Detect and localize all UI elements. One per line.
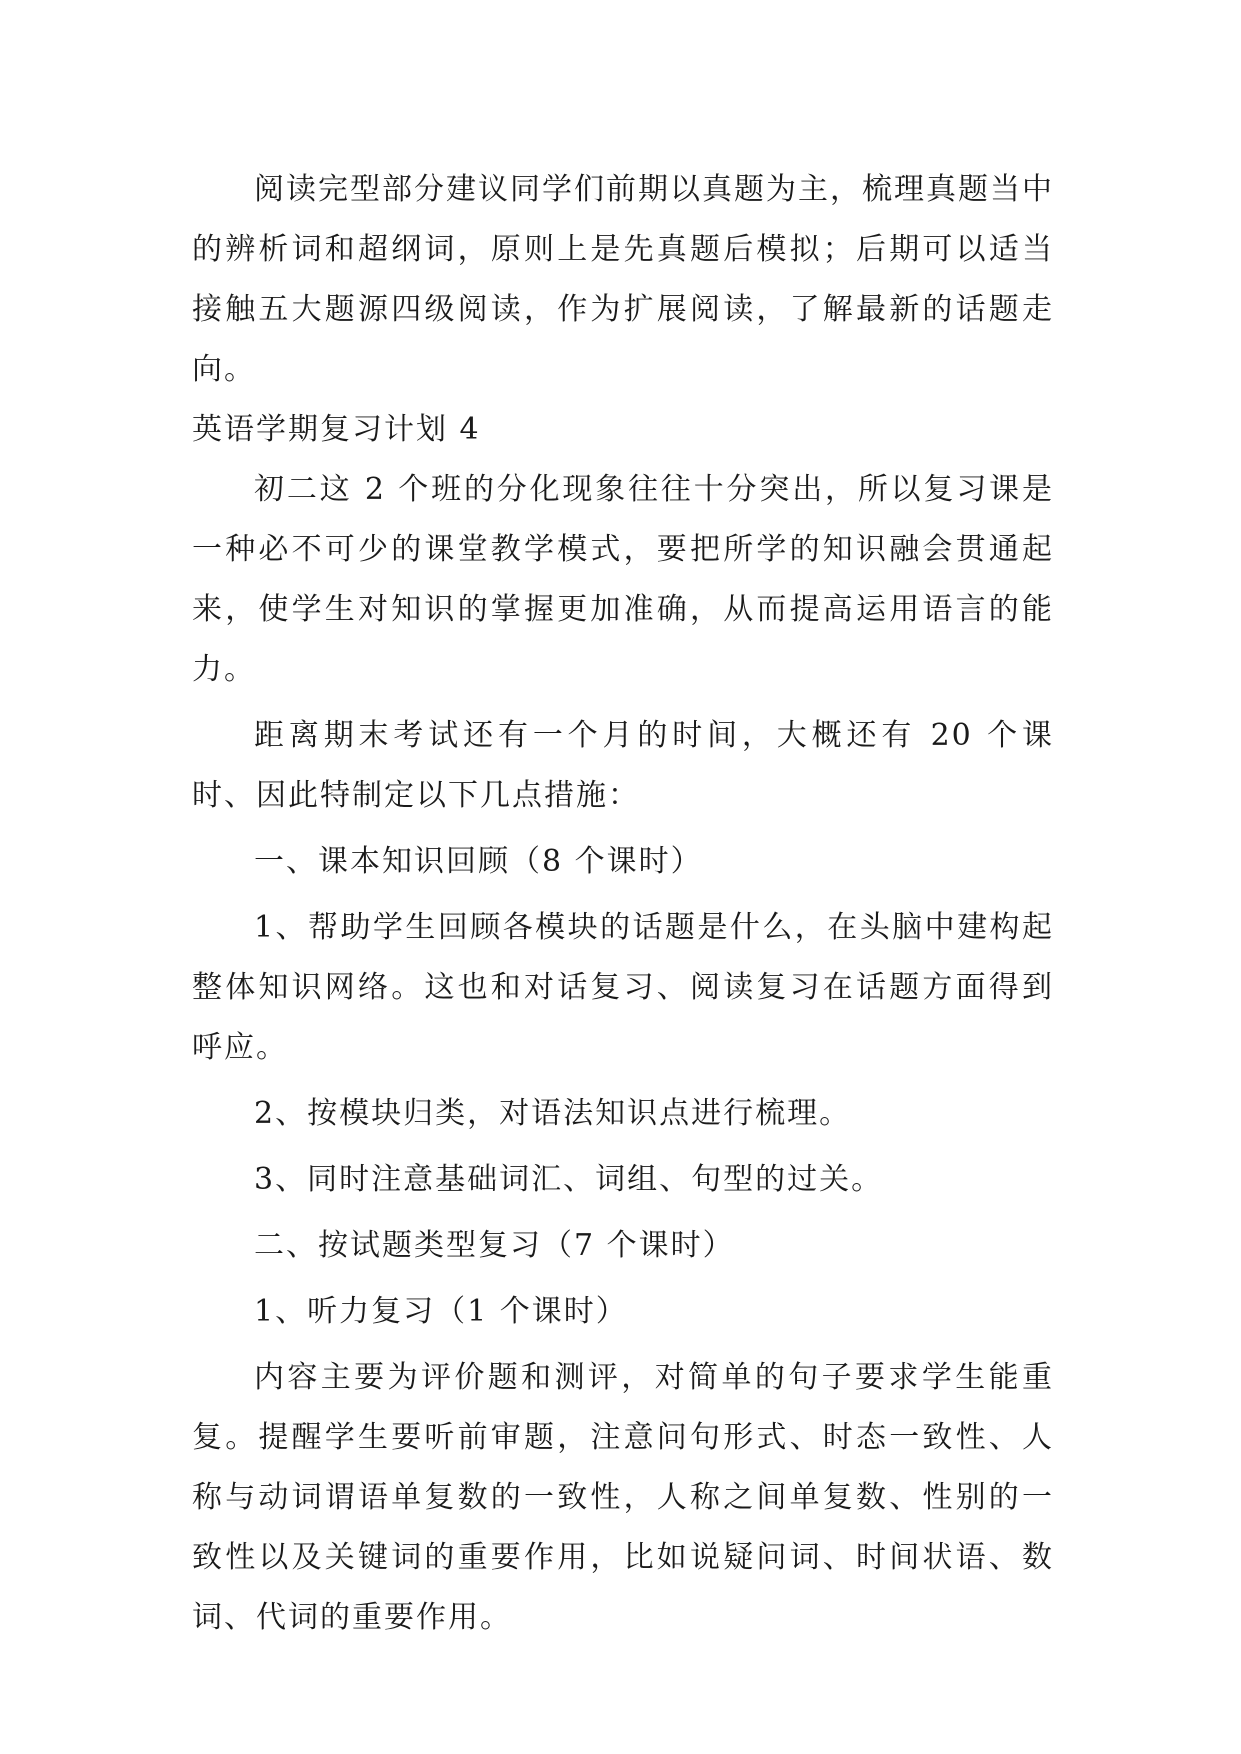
section-heading: 英语学期复习计划 4	[192, 412, 481, 447]
paragraph-part-one-item-3: 3、同时注意基础词汇、词组、句型的过关。	[254, 1162, 884, 1197]
paragraph-part-one-heading: 一、课本知识回顾（8 个课时）	[254, 844, 703, 879]
paragraph-part-one-item-2: 2、按模块归类，对语法知识点进行梳理。	[254, 1096, 852, 1131]
paragraph-listening-heading: 1、听力复习（1 个课时）	[254, 1294, 628, 1329]
paragraph-listening-content: 内容主要为评价题和测评，对简单的句子要求学生能重复。提醒学生要听前审题，注意问句形式、时态一致性、人称与动词谓语单复数的一致性，人称之间单复数、性别的一致性以及关键词的重要作用，比如说疑问词、时间状语、数词、代词的重要作用。	[192, 1360, 1054, 1635]
paragraph-intro: 初二这 2 个班的分化现象往往十分突出，所以复习课是一种必不可少的课堂教学模式，要把所学的知识融会贯通起来，使学生对知识的掌握更加准确，从而提高运用语言的能力。	[192, 472, 1054, 687]
paragraph-part-two-heading: 二、按试题类型复习（7 个课时）	[254, 1228, 735, 1263]
document-body	[192, 160, 1054, 1648]
paragraph-reading-advice: 阅读完型部分建议同学们前期以真题为主，梳理真题当中的辨析词和超纲词，原则上是先真题后模拟；后期可以适当接触五大题源四级阅读，作为扩展阅读，了解最新的话题走向。	[192, 172, 1054, 387]
paragraph-schedule: 距离期末考试还有一个月的时间，大概还有 20 个课时、因此特制定以下几点措施：	[192, 718, 1054, 813]
paragraph-part-one-item-1: 1、帮助学生回顾各模块的话题是什么，在头脑中建构起整体知识网络。这也和对话复习、阅读复习在话题方面得到呼应。	[192, 910, 1054, 1065]
